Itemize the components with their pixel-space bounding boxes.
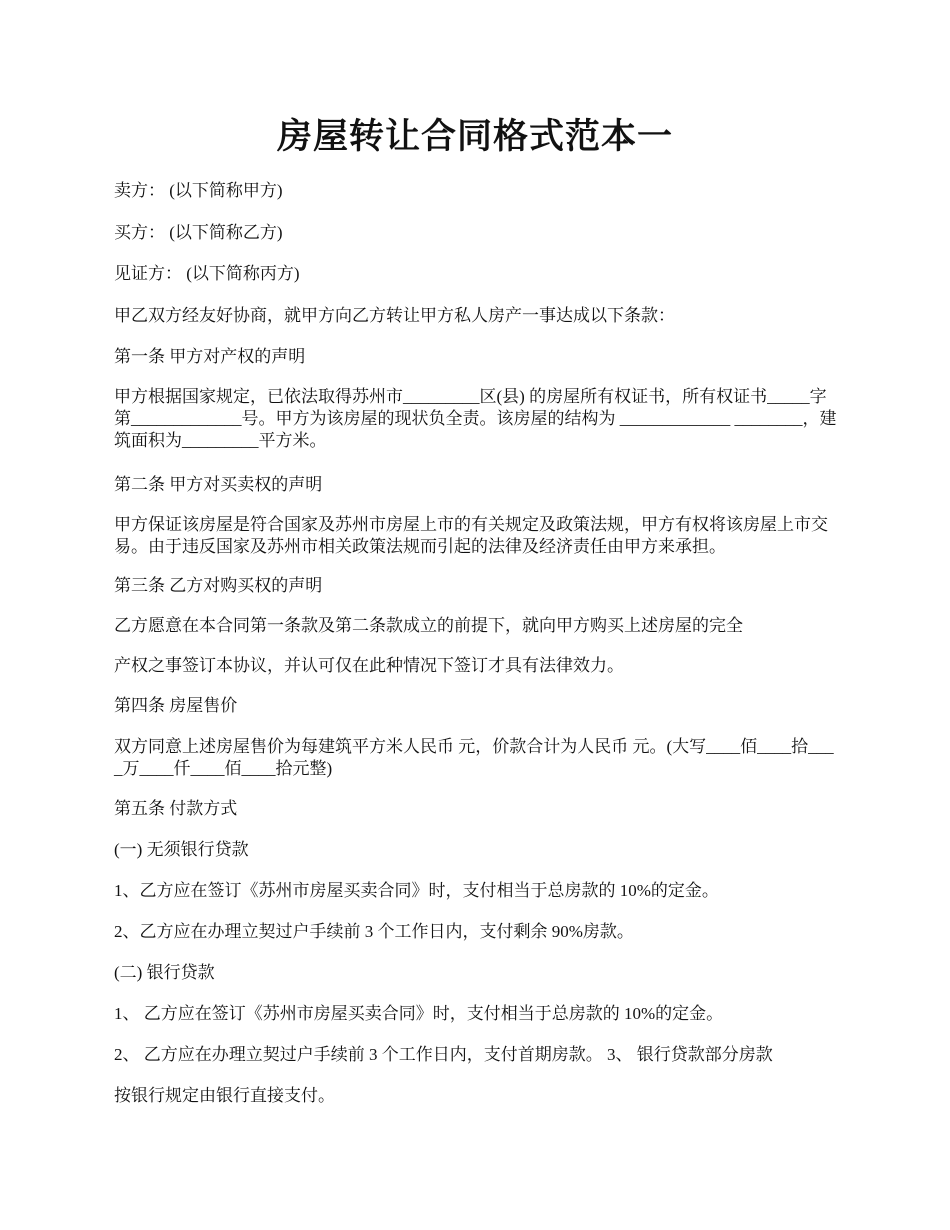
article-3-body-line-2: 产权之事签订本协议，并认可仅在此种情况下签订才具有法律效力。	[114, 656, 624, 675]
no-loan-item-2: 2、乙方应在办理立契过户手续前 3 个工作日内，支付剩余 90%房款。	[114, 922, 634, 941]
seller-line: 卖方： (以下简称甲方)	[114, 181, 283, 200]
article-3-heading: 第三条 乙方对购买权的声明	[114, 576, 323, 595]
article-1-body: 甲方根据国家规定，已依法取得苏州市_________区(县) 的房屋所有权证书，所有权证书_____字第_____________号。甲方为该房屋的现状负全责。该房屋的结构为 _____________ ________，建筑面积为_________平方米。	[114, 387, 837, 450]
buyer-line: 买方： (以下简称乙方)	[114, 223, 283, 242]
witness-line: 见证方： (以下简称丙方)	[114, 264, 300, 283]
article-2-heading: 第二条 甲方对买卖权的声明	[114, 475, 323, 494]
article-1-heading: 第一条 甲方对产权的声明	[114, 347, 306, 366]
article-4-heading: 第四条 房屋售价	[114, 696, 238, 715]
loan-item-1: 1、 乙方应在签订《苏州市房屋买卖合同》时，支付相当于总房款的 10%的定金。	[114, 1004, 724, 1023]
article-3-body-line-1: 乙方愿意在本合同第一条款及第二条款成立的前提下，就向甲方购买上述房屋的完全	[114, 616, 743, 635]
document-title: 房屋转让合同格式范本一	[276, 117, 673, 156]
intro-paragraph: 甲乙双方经友好协商，就甲方向乙方转让甲方私人房产一事达成以下条款：	[114, 306, 675, 325]
loan-heading: (二) 银行贷款	[114, 963, 215, 982]
article-5-heading: 第五条 付款方式	[114, 799, 238, 818]
article-4-body: 双方同意上述房屋售价为每建筑平方米人民币 元，价款合计为人民币 元。(大写____佰____拾____万____仟____佰____拾元整)	[114, 737, 834, 778]
no-loan-item-1: 1、乙方应在签订《苏州市房屋买卖合同》时，支付相当于总房款的 10%的定金。	[114, 881, 719, 900]
loan-item-2-continued: 按银行规定由银行直接支付。	[114, 1086, 335, 1105]
loan-item-2: 2、 乙方应在办理立契过户手续前 3 个工作日内，支付首期房款。 3、 银行贷款部分房款	[114, 1045, 773, 1064]
no-loan-heading: (一) 无须银行贷款	[114, 840, 249, 859]
article-2-body: 甲方保证该房屋是符合国家及苏州市房屋上市的有关规定及政策法规，甲方有权将该房屋上市交易。由于违反国家及苏州市相关政策法规而引起的法律及经济责任由甲方来承担。	[114, 515, 828, 556]
